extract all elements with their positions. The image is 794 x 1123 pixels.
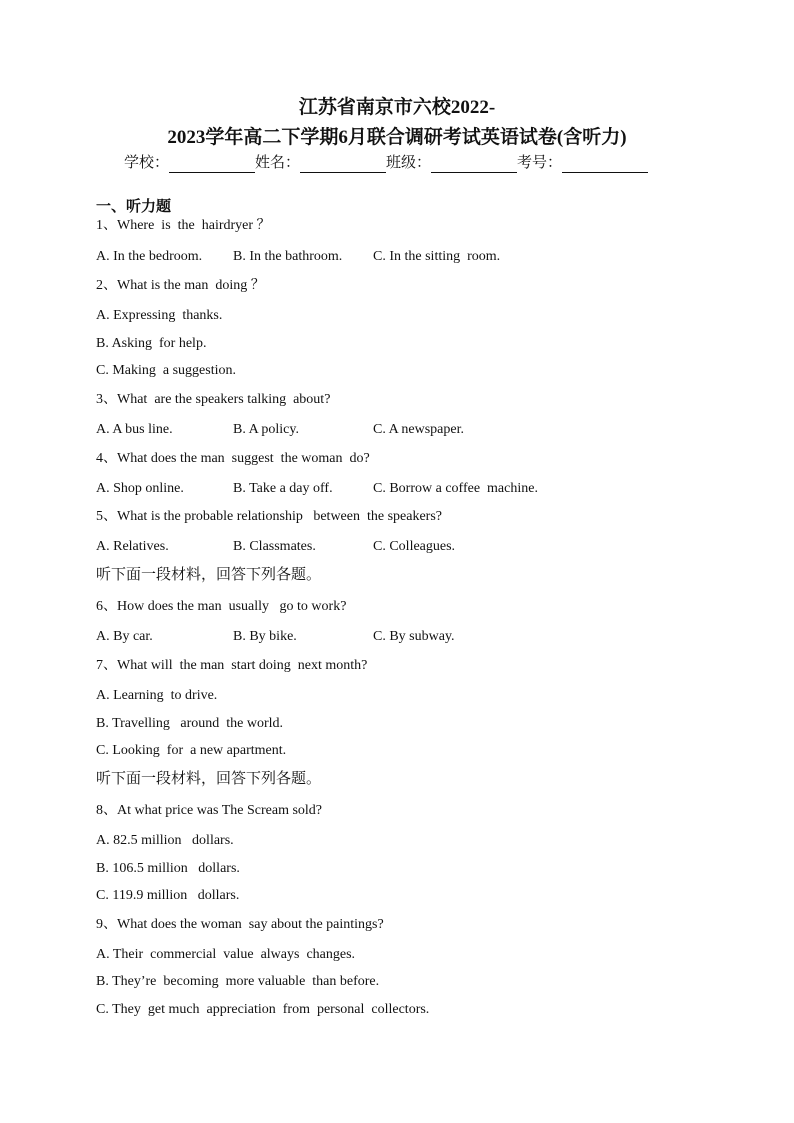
question-7-option-b: B. Travelling around the world. — [96, 716, 284, 731]
question-4-option-c: C. Borrow a coffee machine. — [373, 481, 538, 496]
question-5-options — [96, 538, 696, 556]
question-8: 8、At what price was The Scream sold? — [96, 803, 323, 818]
listening-instruction-1: 听下面一段材料，回答下列各题。 — [96, 567, 322, 583]
question-9-option-a: A. Their commercial value always changes. — [96, 947, 356, 962]
question-5-option-c: C. Colleagues. — [373, 539, 456, 554]
question-6-option-a: A. By car. — [96, 629, 153, 644]
exam-title-line2: 2023学年高二下学期6月联合调研考试英语试卷(含听力) — [167, 127, 627, 148]
name-label: 姓名： — [255, 155, 301, 171]
question-2-option-a: A. Expressing thanks. — [96, 308, 223, 323]
question-1-option-b: B. In the bathroom. — [233, 249, 343, 264]
question-6-option-b: B. By bike. — [233, 629, 297, 644]
question-8-option-b: B. 106.5 million dollars. — [96, 861, 240, 876]
exam-title-line1: 江苏省南京市六校2022- — [298, 97, 496, 118]
question-2-option-b: B. Asking for help. — [96, 336, 207, 351]
question-3-option-a: A. A bus line. — [96, 422, 173, 437]
question-6: 6、How does the man usually go to work? — [96, 599, 347, 614]
question-7: 7、What will the man start doing next month? — [96, 658, 368, 673]
question-2: 2、What is the man doing ？ — [96, 278, 265, 293]
question-1-option-c: C. In the sitting room. — [373, 249, 501, 264]
listening-instruction-2: 听下面一段材料，回答下列各题。 — [96, 771, 322, 787]
question-6-options — [96, 628, 696, 646]
question-9-option-c: C. They get much appreciation from personal collectors. — [96, 1002, 430, 1017]
question-2-option-c: C. Making a suggestion. — [96, 363, 236, 378]
exam-number-label: 考号： — [517, 155, 563, 171]
class-blank — [431, 158, 517, 173]
name-blank — [300, 158, 386, 173]
question-3-option-b: B. A policy. — [233, 422, 299, 437]
question-7-option-c: C. Looking for a new apartment. — [96, 743, 287, 758]
question-9-option-b: B. They’re becoming more valuable than before. — [96, 974, 380, 989]
question-1-options — [96, 248, 696, 266]
question-4: 4、What does the man suggest the woman do? — [96, 451, 370, 466]
question-7-option-a: A. Learning to drive. — [96, 688, 218, 703]
question-4-option-a: A. Shop online. — [96, 481, 184, 496]
section-title: 一、听力题 — [96, 199, 172, 215]
question-5: 5、What is the probable relationship between the speakers? — [96, 509, 442, 524]
question-5-option-b: B. Classmates. — [233, 539, 316, 554]
school-label: 学校： — [124, 155, 170, 171]
question-1-option-a: A. In the bedroom. — [96, 249, 203, 264]
question-4-options — [96, 480, 696, 498]
question-3-option-c: C. A newspaper. — [373, 422, 464, 437]
question-1: 1、Where is the hairdryer ？ — [96, 218, 271, 233]
student-info-row — [124, 153, 648, 173]
question-8-option-a: A. 82.5 million dollars. — [96, 833, 234, 848]
question-8-option-c: C. 119.9 million dollars. — [96, 888, 240, 903]
class-label: 班级： — [386, 155, 432, 171]
question-9: 9、What does the woman say about the paintings? — [96, 917, 384, 932]
question-4-option-b: B. Take a day off. — [233, 481, 333, 496]
exam-number-blank — [562, 158, 648, 173]
question-3-options — [96, 421, 696, 439]
question-6-option-c: C. By subway. — [373, 629, 455, 644]
school-blank — [169, 158, 255, 173]
question-5-option-a: A. Relatives. — [96, 539, 169, 554]
question-3: 3、What are the speakers talking about? — [96, 392, 331, 407]
